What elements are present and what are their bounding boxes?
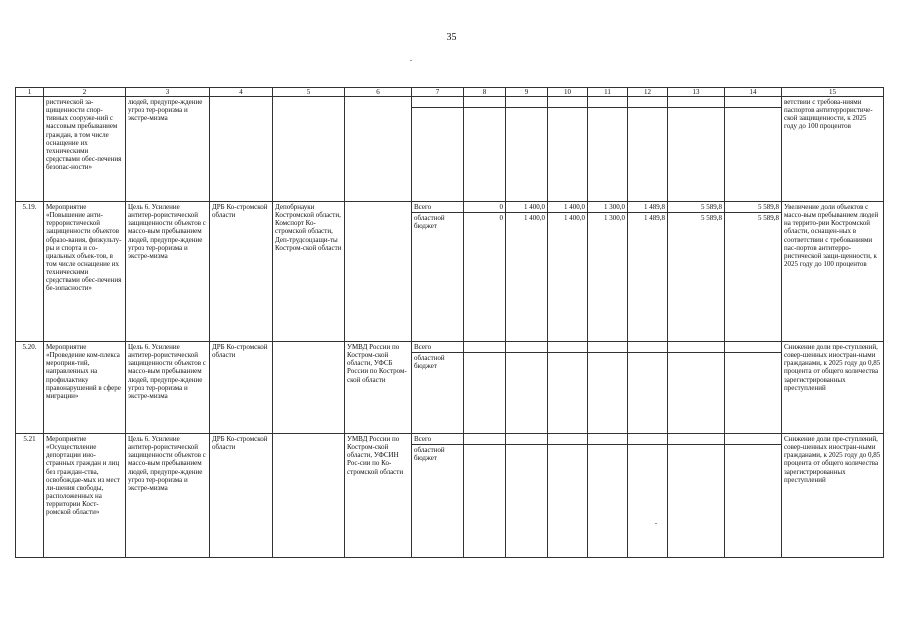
amount-col10-total bbox=[548, 434, 587, 445]
amount-col11 bbox=[588, 342, 628, 434]
row-number: 5.21 bbox=[16, 434, 44, 558]
amount-col11-total bbox=[588, 434, 627, 445]
amount-col10-regional-budget bbox=[548, 108, 587, 110]
measure-goal: Цель 6. Усиление антитер-рористической защищенности объектов с массо-вым пребыванием людей, предупре-ждение угроз тер-роризма и экстре-мизма bbox=[126, 434, 210, 558]
measure-name: Мероприятие «Осуществление депортации ино-странных граждан и лиц без граждан-ства, освобождае-мых из мест ли-шения свободы, расположенных на территории Кост-ромской области» bbox=[44, 434, 126, 558]
funding-source-total: Всего bbox=[412, 342, 463, 353]
amount-col14 bbox=[725, 434, 782, 558]
column-header: 12 bbox=[628, 88, 668, 97]
amount-col14-total bbox=[725, 434, 781, 445]
measure-name: Мероприятие «Повышение анти-террористической защищенности объектов образо-вания, физкульту-ры и спорта и со-циальных объек-тов, в том числе оснащение их техническими средствами обес-печения бе-зопасности» bbox=[44, 202, 126, 342]
amount-col9-regional-budget bbox=[506, 108, 547, 110]
column-header: 6 bbox=[345, 88, 412, 97]
row-number bbox=[16, 97, 44, 202]
amount-col12 bbox=[628, 202, 668, 342]
amount-col11-total bbox=[588, 97, 627, 108]
amount-col12-total bbox=[628, 434, 667, 445]
responsible-executor: ДРБ Ко-стромской области bbox=[210, 434, 273, 558]
measure-name: Мероприятие «Проведение ком-плекса мероприя-тий, направленных на профилактику правонарушений в сфере миграции» bbox=[44, 342, 126, 434]
amount-col14 bbox=[725, 202, 782, 342]
scan-speck bbox=[410, 60, 412, 61]
table-row bbox=[16, 202, 884, 342]
amount-col13-total bbox=[668, 434, 724, 445]
column-header: 14 bbox=[725, 88, 782, 97]
amount-col8 bbox=[464, 202, 506, 342]
funding-source-regional-budget: областной бюджет bbox=[414, 354, 445, 371]
amount-col8-regional-budget bbox=[464, 445, 505, 447]
expected-result: Увеличение доли объектов с массо-вым пребыванием людей на террито-рии Костромской области, оснащен-ных в соответствии с требованиями пас-портов антитерро-ристической защи-щенности, к 2025 году до 100 процентов bbox=[782, 202, 884, 342]
expected-result: Снижение доли пре-ступлений, совер-шенных иностран-ными гражданами, к 2025 году до 0,85 процента от общего количества зарегистрированных преступлений bbox=[782, 434, 884, 558]
amount-col10 bbox=[548, 97, 588, 202]
amount-col14-total bbox=[725, 342, 781, 353]
funding-source-total: Всего bbox=[412, 434, 463, 445]
responsible-executor bbox=[210, 97, 273, 202]
funding-source-regional-budget: областной бюджет bbox=[414, 214, 445, 231]
amount-col9-total: 1 400,0 bbox=[506, 202, 547, 213]
amount-col9-total bbox=[506, 97, 547, 108]
amount-col12 bbox=[628, 97, 668, 202]
row-number: 5.20. bbox=[16, 342, 44, 434]
amount-col10 bbox=[548, 342, 588, 434]
column-header: 11 bbox=[588, 88, 628, 97]
amount-col9 bbox=[506, 342, 548, 434]
amount-col9 bbox=[506, 202, 548, 342]
amount-col9 bbox=[506, 97, 548, 202]
amount-col12-regional-budget bbox=[628, 108, 667, 110]
amount-col9-regional-budget: 1 400,0 bbox=[524, 214, 545, 223]
funding-source-total: Всего bbox=[412, 202, 463, 213]
column-header: 15 bbox=[782, 88, 884, 97]
amount-col11-regional-budget bbox=[588, 108, 627, 110]
amount-col14-total bbox=[725, 97, 781, 108]
responsible-executor: ДРБ Ко-стромской области bbox=[210, 202, 273, 342]
amount-col12 bbox=[628, 434, 668, 558]
amount-col11-total bbox=[588, 342, 627, 353]
co-executor-federal bbox=[345, 202, 412, 342]
amount-col13-regional-budget bbox=[668, 108, 724, 110]
funding-source-regional-budget bbox=[412, 108, 463, 110]
measures-table bbox=[15, 87, 884, 558]
amount-col14-regional-budget: 5 589,8 bbox=[758, 214, 779, 223]
amount-col10-total: 1 400,0 bbox=[548, 202, 587, 213]
expected-result: Снижение доли пре-ступлений, совер-шенных иностран-ными гражданами, к 2025 году до 0,85 процента от общего количества зарегистрированных преступлений bbox=[782, 342, 884, 434]
co-executor-departments bbox=[273, 97, 345, 202]
amount-col11-total: 1 300,0 bbox=[588, 202, 627, 213]
amount-col9-total bbox=[506, 434, 547, 445]
column-header: 2 bbox=[44, 88, 126, 97]
amount-col8 bbox=[464, 434, 506, 558]
column-header: 1 bbox=[16, 88, 44, 97]
co-executor-federal: УМВД России по Костром-ской области, УФСБ России по Костром-ской области bbox=[345, 342, 412, 434]
amount-col14-regional-budget bbox=[725, 108, 781, 110]
table-row bbox=[16, 342, 884, 434]
amount-col10 bbox=[548, 202, 588, 342]
amount-col11-regional-budget bbox=[588, 353, 627, 355]
amount-col12-total bbox=[628, 342, 667, 353]
amount-col14 bbox=[725, 97, 782, 202]
amount-col8-regional-budget bbox=[464, 108, 505, 110]
table-row bbox=[16, 434, 884, 558]
amount-col13 bbox=[668, 97, 725, 202]
amount-col9-total bbox=[506, 342, 547, 353]
amount-col13 bbox=[668, 434, 725, 558]
amount-col8-total bbox=[464, 434, 505, 445]
column-header: 9 bbox=[506, 88, 548, 97]
amount-col9-regional-budget bbox=[506, 353, 547, 355]
co-executor-federal: УМВД России по Костром-ской области, УФСИН Рос-сии по Ко-стромской области bbox=[345, 434, 412, 558]
amount-col14-total: 5 589,8 bbox=[725, 202, 781, 213]
row-number: 5.19. bbox=[16, 202, 44, 342]
amount-col8-regional-budget bbox=[464, 353, 505, 355]
amount-col13 bbox=[668, 342, 725, 434]
amount-col13-regional-budget bbox=[668, 353, 724, 355]
measure-goal: людей, предупре-ждение угроз тер-роризма и экстре-мизма bbox=[126, 97, 210, 202]
amount-col9 bbox=[506, 434, 548, 558]
column-header: 3 bbox=[126, 88, 210, 97]
amount-col12-total: 1 489,8 bbox=[628, 202, 667, 213]
amount-col13-total bbox=[668, 97, 724, 108]
expected-result: ветствии с требова-ниями паспортов антитеррористиче-ской защищенности, к 2025 году до 100 процентов bbox=[782, 97, 884, 202]
amount-col12-total bbox=[628, 97, 667, 108]
amount-col14-regional-budget bbox=[725, 353, 781, 355]
amount-col10-regional-budget bbox=[548, 353, 587, 355]
amount-col11-regional-budget bbox=[588, 445, 627, 447]
funding-source-total bbox=[412, 97, 463, 108]
amount-col8 bbox=[464, 342, 506, 434]
responsible-executor: ДРБ Ко-стромской области bbox=[210, 342, 273, 434]
amount-col14-regional-budget bbox=[725, 445, 781, 447]
column-header: 5 bbox=[273, 88, 345, 97]
funding-source bbox=[412, 97, 464, 202]
amount-col11 bbox=[588, 434, 628, 558]
amount-col11 bbox=[588, 202, 628, 342]
measure-goal: Цель 6. Усиление антитер-рористической защищенности объектов с массо-вым пребыванием людей, предупре-ждение угроз тер-роризма и экстре-мизма bbox=[126, 202, 210, 342]
amount-col11 bbox=[588, 97, 628, 202]
scan-speck bbox=[655, 523, 657, 524]
amount-col10-regional-budget: 1 400,0 bbox=[564, 214, 585, 223]
funding-source bbox=[412, 342, 464, 434]
column-header: 8 bbox=[464, 88, 506, 97]
amount-col10-regional-budget bbox=[548, 445, 587, 447]
amount-col13-total bbox=[668, 342, 724, 353]
amount-col8-total bbox=[464, 97, 505, 108]
amount-col13-regional-budget bbox=[668, 445, 724, 447]
amount-col13-regional-budget: 5 589,8 bbox=[701, 214, 722, 223]
amount-col11-regional-budget: 1 300,0 bbox=[604, 214, 625, 223]
funding-source bbox=[412, 202, 464, 342]
amount-col12 bbox=[628, 342, 668, 434]
measure-goal: Цель 6. Усиление антитер-рористической защищенности объектов с массо-вым пребыванием людей, предупре-ждение угроз тер-роризма и экстре-мизма bbox=[126, 342, 210, 434]
co-executor-departments: Депобрнауки Костромской области, Комспорт Ко-стромской области, Деп-трудсоцзащи-ты Костром-ской области bbox=[273, 202, 345, 342]
amount-col13 bbox=[668, 202, 725, 342]
co-executor-departments bbox=[273, 434, 345, 558]
amount-col9-regional-budget bbox=[506, 445, 547, 447]
amount-col12-regional-budget: 1 489,8 bbox=[644, 214, 665, 223]
amount-col8-regional-budget: 0 bbox=[499, 214, 503, 223]
amount-col8-total bbox=[464, 342, 505, 353]
amount-col12-regional-budget bbox=[628, 353, 667, 355]
amount-col8 bbox=[464, 97, 506, 202]
column-header: 7 bbox=[412, 88, 464, 97]
measure-name: ристической за-щищенности спор-тивных сооруже-ний с массовым пребыванием граждан, в том числе оснащение их техническими средствами обес-печения безопас-ности» bbox=[44, 97, 126, 202]
table-row bbox=[16, 97, 884, 202]
co-executor-federal bbox=[345, 97, 412, 202]
amount-col13-total: 5 589,8 bbox=[668, 202, 724, 213]
column-header: 4 bbox=[210, 88, 273, 97]
column-number-row bbox=[16, 88, 884, 97]
amount-col10-total bbox=[548, 342, 587, 353]
amount-col14 bbox=[725, 342, 782, 434]
funding-source-regional-budget: областной бюджет bbox=[414, 446, 445, 463]
amount-col8-total: 0 bbox=[464, 202, 505, 213]
amount-col12-regional-budget bbox=[628, 445, 667, 447]
co-executor-departments bbox=[273, 342, 345, 434]
page-number: 35 bbox=[446, 32, 457, 43]
column-header: 10 bbox=[548, 88, 588, 97]
amount-col10 bbox=[548, 434, 588, 558]
funding-source bbox=[412, 434, 464, 558]
column-header: 13 bbox=[668, 88, 725, 97]
amount-col10-total bbox=[548, 97, 587, 108]
